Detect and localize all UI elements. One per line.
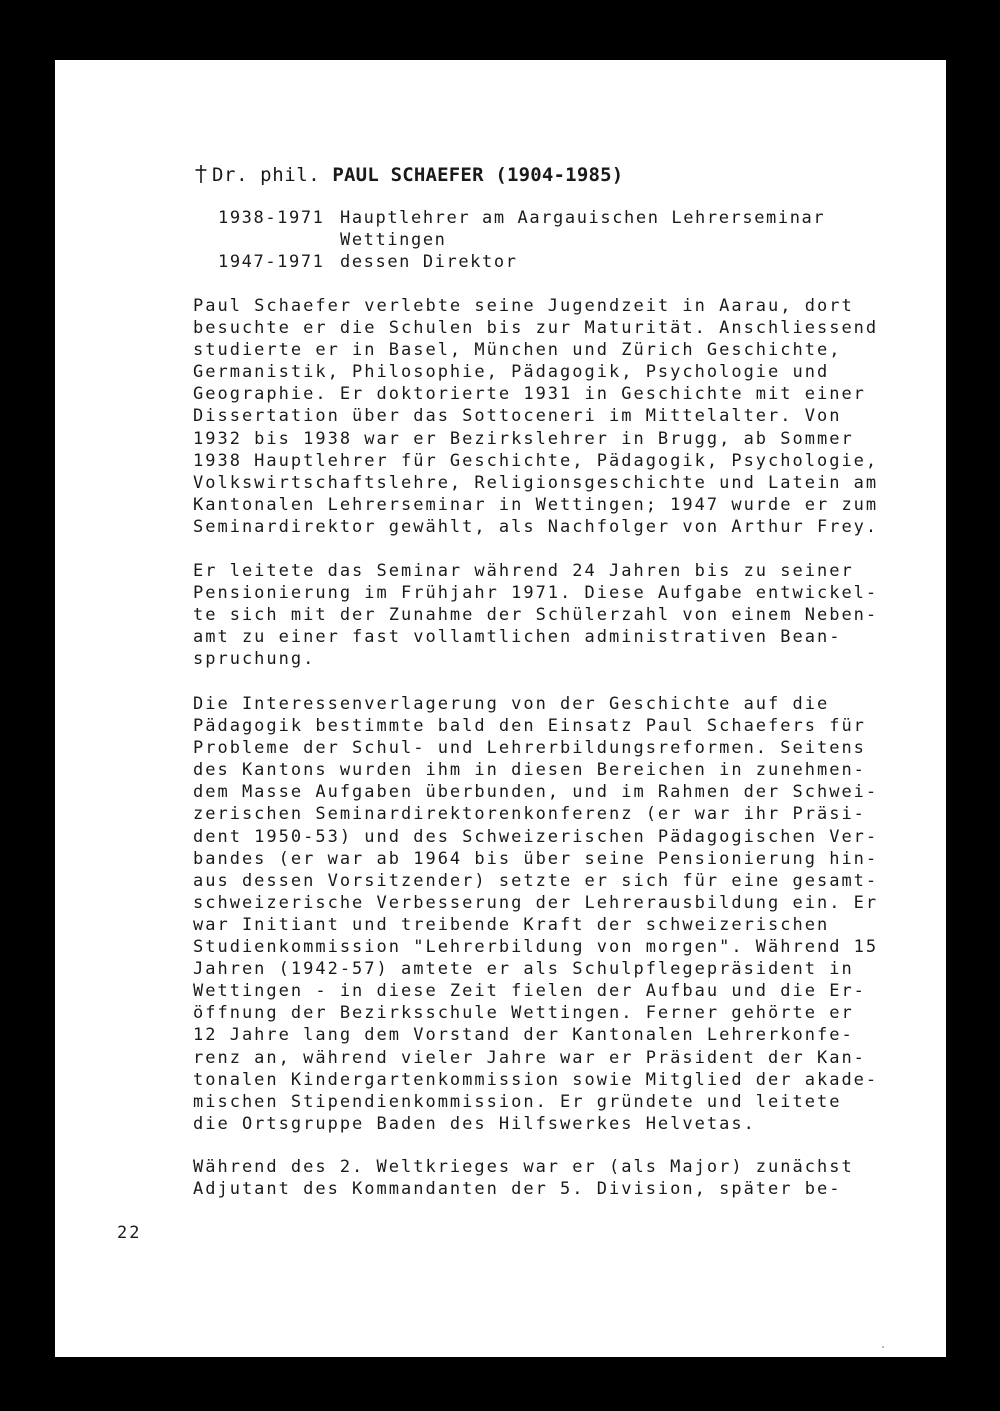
text-line: dent 1950-53) und des Schweizerischen Pädagogischen Ver- — [193, 826, 879, 847]
text-line: des Kantons wurden ihm in diesen Bereichen in zunehmen- — [193, 760, 866, 781]
career-years: 1947-1971 — [218, 252, 325, 272]
text-line: Kantonalen Lehrerseminar in Wettingen; 1947 wurde er zum — [193, 494, 879, 515]
text-line: war Initiant und treibende Kraft der schweizerischen — [193, 914, 830, 935]
paragraph-1 — [193, 295, 893, 538]
text-line: Pädagogik bestimmte bald den Einsatz Paul Schaefers für — [193, 716, 866, 737]
latin-cross-icon — [195, 164, 207, 184]
text-line: Germanistik, Philosophie, Pädagogik, Psychologie und — [193, 362, 830, 383]
text-line: renz an, während vieler Jahre war er Präsident der Kan- — [193, 1047, 866, 1068]
text-line: Seminardirektor gewählt, als Nachfolger von Arthur Frey. — [193, 516, 879, 537]
text-line: Probleme der Schul- und Lehrerbildungsreformen. Seitens — [193, 738, 866, 759]
career-role: dessen Direktor — [340, 252, 518, 272]
career-years: 1938-1971 — [218, 208, 325, 228]
text-line: Während des 2. Weltkrieges war er (als Major) zunächst — [193, 1157, 854, 1177]
text-line: tonalen Kindergartenkommission sowie Mitglied der akade- — [193, 1069, 879, 1090]
text-line: 1938 Hauptlehrer für Geschichte, Pädagogik, Psychologie, — [193, 450, 879, 471]
page-heading — [195, 163, 623, 187]
text-line: Volkswirtschaftslehre, Religionsgeschichte und Latein am — [193, 472, 879, 493]
text-line: bandes (er war ab 1964 bis über seine Pensionierung hin- — [193, 848, 879, 869]
text-line: Die Interessenverlagerung von der Geschichte auf die — [193, 694, 830, 714]
text-line: öffnung der Bezirksschule Wettingen. Ferner gehörte er — [193, 1003, 854, 1024]
text-line: Studienkommission "Lehrerbildung von morgen". Während 15 — [193, 937, 879, 958]
page-number: 22 — [117, 1223, 142, 1243]
text-line: studierte er in Basel, München und Zürich Geschichte, — [193, 340, 842, 361]
text-line: amt zu einer fast vollamtlichen administrativen Bean- — [193, 627, 842, 648]
career-role: Wettingen — [340, 230, 447, 250]
document-page — [55, 60, 946, 1357]
text-line: Er leitete das Seminar während 24 Jahren bis zu seiner — [193, 561, 854, 581]
heading-name: PAUL SCHAEFER (1904-1985) — [332, 164, 624, 186]
scan-speck — [882, 1346, 884, 1348]
career-role: Hauptlehrer am Aargauischen Lehrerseminar — [340, 208, 826, 228]
text-line: Dissertation über das Sottoceneri im Mittelalter. Von — [193, 406, 842, 427]
heading-prefix: Dr. phil. — [212, 164, 321, 186]
text-line: zerischen Seminardirektorenkonferenz (er war ihr Präsi- — [193, 804, 866, 825]
text-line: Wettingen - in diese Zeit fielen der Aufbau und die Er- — [193, 981, 866, 1002]
paragraph-4 — [193, 1156, 893, 1200]
career-row — [218, 251, 825, 273]
career-list — [218, 207, 825, 273]
career-row — [218, 207, 825, 229]
text-line: schweizerische Verbesserung der Lehrerausbildung ein. Er — [193, 892, 879, 913]
text-line: spruchung. — [193, 649, 316, 670]
text-line: Paul Schaefer verlebte seine Jugendzeit in Aarau, dort — [193, 296, 854, 316]
text-line: die Ortsgruppe Baden des Hilfswerkes Helvetas. — [193, 1113, 756, 1134]
text-line: dem Masse Aufgaben überbunden, und im Rahmen der Schwei- — [193, 782, 879, 803]
paragraph-2 — [193, 560, 893, 670]
text-line: 1932 bis 1938 war er Bezirkslehrer in Brugg, ab Sommer — [193, 428, 854, 449]
text-line: 12 Jahre lang dem Vorstand der Kantonalen Lehrerkonfe- — [193, 1025, 854, 1046]
text-line: Jahren (1942-57) amtete er als Schulpflegepräsident in — [193, 959, 854, 980]
text-line: te sich mit der Zunahme der Schülerzahl von einem Neben- — [193, 605, 879, 626]
text-line: mischen Stipendienkommission. Er gründete und leitete — [193, 1091, 842, 1112]
text-line: besuchte er die Schulen bis zur Maturität. Anschliessend — [193, 318, 879, 339]
paragraph-3 — [193, 693, 893, 1135]
text-line: aus dessen Vorsitzender) setzte er sich für eine gesamt- — [193, 870, 879, 891]
career-years — [218, 229, 340, 251]
text-line: Geographie. Er doktorierte 1931 in Geschichte mit einer — [193, 384, 866, 405]
text-line: Pensionierung im Frühjahr 1971. Diese Aufgabe entwickel- — [193, 583, 879, 604]
text-line: Adjutant des Kommandanten der 5. Division, später be- — [193, 1179, 842, 1200]
career-row — [218, 229, 825, 251]
